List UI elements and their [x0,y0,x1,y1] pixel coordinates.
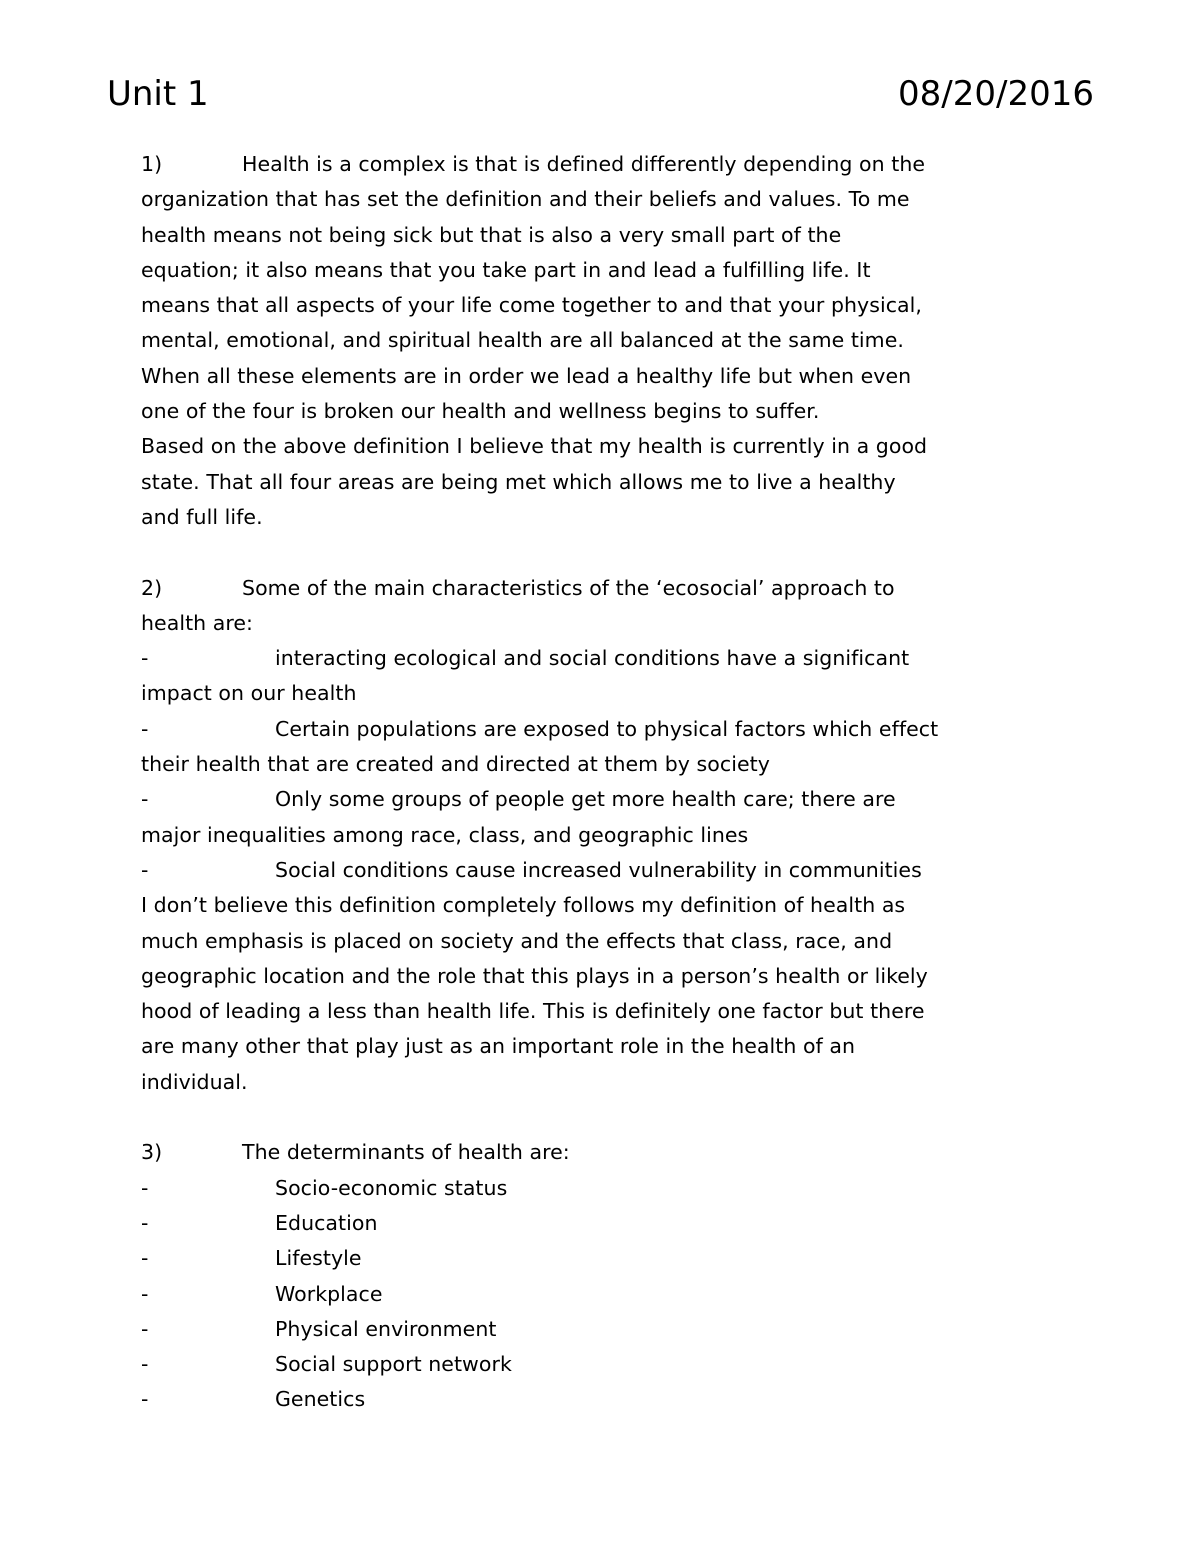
question-number: 1) [141,152,163,176]
question-text: Health is a complex is that is defined differently depending on the [242,152,926,176]
document-body [141,147,1076,1418]
bullet-item [141,641,1076,676]
bullet-item [141,712,1076,747]
list-item-text: Physical environment [275,1316,497,1341]
text-line: organization that has set the definition and their beliefs and values. To me [141,187,910,212]
text-line: When all these elements are in order we lead a healthy life but when even [141,363,912,388]
list-item [141,1171,1076,1206]
list-item-text: Social support network [275,1352,512,1377]
question-text: Some of the main characteristics of the ‘ecosocial’ approach to [242,575,895,600]
list-item [141,1312,1076,1347]
text-line [141,571,1076,606]
bullet-marker: - [141,1210,149,1235]
question-number: 3) [141,1140,163,1165]
bullet-marker: - [141,1246,149,1271]
text-line [141,1135,1076,1170]
bullet-item [141,853,1076,888]
document-date: 08/20/2016 [898,74,1094,114]
document-header [107,72,1094,116]
bullet-marker: - [141,857,149,882]
text-line: much emphasis is placed on society and the effects that class, race, and [141,928,893,953]
question-1 [141,147,1076,535]
list-item-text: Socio-economic status [275,1175,508,1200]
list-item-text: Lifestyle [275,1246,362,1271]
list-item [141,1241,1076,1276]
list-item [141,1206,1076,1241]
text-line: health means not being sick but that is also a very small part of the [141,222,842,247]
bullet-marker: - [141,1175,149,1200]
text-line: major inequalities among race, class, and geographic lines [141,822,749,847]
bullet-text: Certain populations are exposed to physical factors which effect [275,716,939,741]
unit-title: Unit 1 [107,74,209,114]
text-line: Based on the above definition I believe that my health is currently in a good [141,434,928,459]
list-item [141,1382,1076,1417]
bullet-text: Only some groups of people get more health care; there are [275,787,896,812]
text-line: means that all aspects of your life come together to and that your physical, [141,293,922,318]
bullet-text: Social conditions cause increased vulnerability in communities [275,857,922,882]
text-line: hood of leading a less than health life. This is definitely one factor but there [141,999,925,1024]
bullet-marker: - [141,787,149,812]
bullet-marker: - [141,1387,149,1412]
bullet-marker: - [141,1352,149,1377]
paragraph-spacer [141,535,1076,570]
bullet-item [141,782,1076,817]
text-line: and full life. [141,504,263,529]
bullet-text: interacting ecological and social conditions have a significant [275,646,910,671]
list-item-text: Genetics [275,1387,366,1412]
list-item-text: Education [275,1210,378,1235]
text-line: individual. [141,1069,248,1094]
text-line: geographic location and the role that this plays in a person’s health or likely [141,963,928,988]
text-line: I don’t believe this definition completely follows my definition of health as [141,893,906,918]
question-number: 2) [141,575,163,600]
text-line: state. That all four areas are being met which allows me to live a healthy [141,469,896,494]
question-text: The determinants of health are: [242,1140,570,1165]
question-3 [141,1135,1076,1417]
text-line [141,147,1076,182]
text-line: health are: [141,610,254,635]
text-line: mental, emotional, and spiritual health are all balanced at the same time. [141,328,904,353]
bullet-marker: - [141,1316,149,1341]
text-line: one of the four is broken our health and wellness begins to suffer. [141,399,820,424]
text-line: impact on our health [141,681,357,706]
bullet-marker: - [141,716,149,741]
text-line: are many other that play just as an important role in the health of an [141,1034,856,1059]
list-item [141,1277,1076,1312]
text-line: equation; it also means that you take part in and lead a fulfilling life. It [141,257,871,282]
paragraph-spacer [141,1100,1076,1135]
text-line: their health that are created and directed at them by society [141,752,770,777]
bullet-marker: - [141,1281,149,1306]
list-item-text: Workplace [275,1281,383,1306]
question-2 [141,571,1076,1100]
bullet-marker: - [141,646,149,671]
list-item [141,1347,1076,1382]
